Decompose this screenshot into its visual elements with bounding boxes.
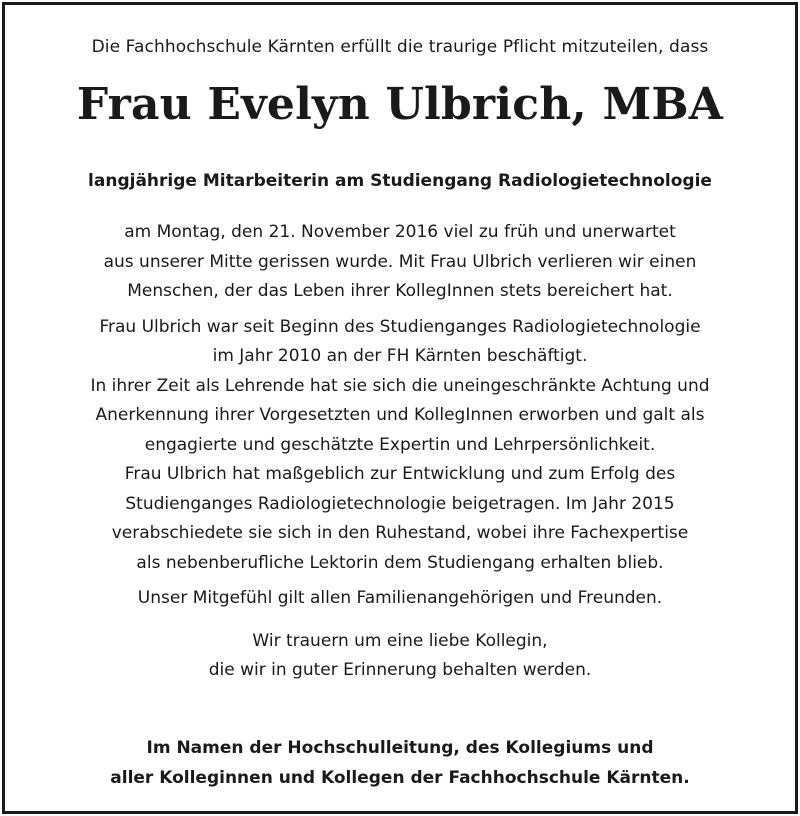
obituary-notice — [2, 2, 798, 814]
intro-text: Die Fachhochschule Kärnten erfüllt die traurige Pflicht mitzuteilen, dass — [91, 37, 709, 57]
text-line: Wir trauern um eine liebe Kollegin, — [252, 630, 548, 651]
paragraph-mourning — [5, 627, 795, 686]
text-line: am Montag, den 21. November 2016 viel zu früh und unerwartet — [124, 222, 676, 242]
paragraph-condolence — [5, 584, 795, 614]
text-line: als nebenberufliche Lektorin dem Studiengang erhalten blieb. — [136, 552, 664, 573]
role-subtitle: langjährige Mitarbeiterin am Studiengang Radiologietechnologie — [88, 171, 712, 191]
text-line: die wir in guter Erinnerung behalten werden. — [208, 660, 592, 680]
paragraph-announcement — [5, 218, 795, 307]
text-line: engagierte und geschätzte Expertin und Lehrpersönlichkeit. — [144, 434, 656, 455]
closing-line: Im Namen der Hochschulleitung, des Kollegiums und — [146, 738, 654, 758]
paragraph-career — [5, 313, 795, 579]
deceased-name: Frau Evelyn Ulbrich, MBA — [76, 79, 724, 130]
text-line: Frau Ulbrich war seit Beginn des Studienganges Radiologietechnologie — [99, 316, 701, 337]
text-line: im Jahr 2010 an der FH Kärnten beschäftigt. — [212, 346, 588, 366]
text-line: Anerkennung ihrer Vorgesetzten und KollegInnen erworben und galt als — [95, 405, 705, 425]
text-line: Studienganges Radiologietechnologie beigetragen. Im Jahr 2015 — [125, 493, 675, 514]
closing-signature — [5, 733, 795, 793]
text-line: Menschen, der das Leben ihrer KollegInnen stets bereichert hat. — [127, 281, 673, 301]
text-line: Frau Ulbrich hat maßgeblich zur Entwicklung und zum Erfolg des — [124, 464, 676, 484]
closing-line: aller Kolleginnen und Kollegen der Fachhochschule Kärnten. — [110, 768, 690, 788]
message-body — [5, 218, 795, 686]
text-line: Unser Mitgefühl gilt allen Familienangehörigen und Freunden. — [137, 588, 663, 608]
text-line: verabschiedete sie sich in den Ruhestand, wobei ihre Fachexpertise — [111, 523, 689, 543]
text-line: In ihrer Zeit als Lehrende hat sie sich die uneingeschränkte Achtung und — [90, 375, 710, 396]
text-line: aus unserer Mitte gerissen wurde. Mit Frau Ulbrich verlieren wir einen — [103, 251, 697, 272]
